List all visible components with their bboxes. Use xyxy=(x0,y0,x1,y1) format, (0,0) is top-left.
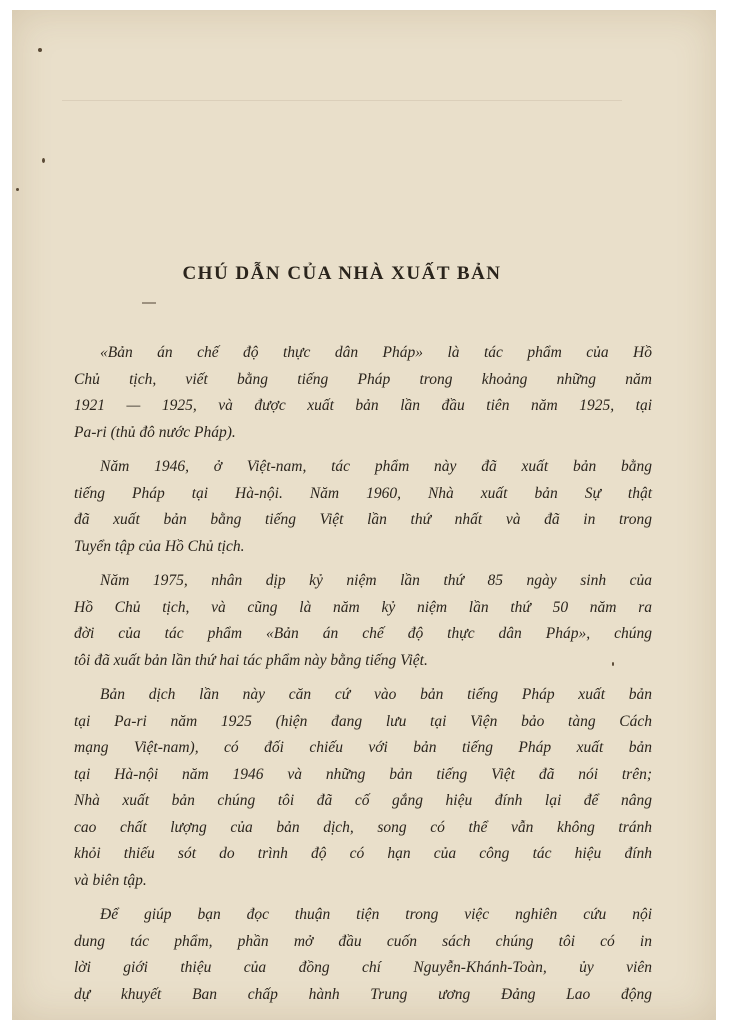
page-speck xyxy=(16,188,19,191)
bleed-through-shadow xyxy=(62,100,622,119)
paragraph xyxy=(74,568,652,674)
text-line: lời giới thiệu của đồng chí Nguyễn-Khánh-Toàn, ủy viên xyxy=(74,959,652,976)
text-line: Năm 1975, nhân dịp kỷ niệm lần thứ 85 ngày sinh của xyxy=(100,572,652,589)
text-line: Bản dịch lần này căn cứ vào bản tiếng Pháp xuất bản xyxy=(100,686,652,703)
text-line: và biên tập. xyxy=(74,871,147,889)
paragraph xyxy=(74,902,652,1008)
paragraph xyxy=(74,454,652,560)
text-line: Năm 1946, ở Việt-nam, tác phẩm này đã xuất bản bằng xyxy=(100,458,652,475)
text-line: Tuyển tập của Hồ Chủ tịch. xyxy=(74,537,245,555)
text-line: cao chất lượng của bản dịch, song có thể vẫn không tránh xyxy=(74,818,652,836)
text-line: tại Pa-ri năm 1925 (hiện đang lưu tại Viện bảo tàng Cách xyxy=(74,712,652,730)
text-line: Pa-ri (thủ đô nước Pháp). xyxy=(74,423,236,441)
text-line: mạng Việt-nam), có đối chiếu với bản tiếng Pháp xuất bản xyxy=(74,739,652,756)
text-line: dung tác phẩm, phần mở đầu cuốn sách chúng tôi có in xyxy=(74,932,652,950)
title-separator xyxy=(142,302,156,304)
paragraph xyxy=(74,340,652,446)
text-line: Chủ tịch, viết bằng tiếng Pháp trong khoảng những năm xyxy=(74,370,652,388)
paragraph xyxy=(74,682,652,894)
text-line: 1921 — 1925, và được xuất bản lần đầu tiên năm 1925, tại xyxy=(74,397,652,414)
text-line: đã xuất bản bằng tiếng Việt lần thứ nhất và đã in trong xyxy=(74,511,652,528)
page-speck xyxy=(38,48,42,52)
text-line: tôi đã xuất bản lần thứ hai tác phẩm này bằng tiếng Việt. xyxy=(74,651,428,669)
text-line: dự khuyết Ban chấp hành Trung ương Đảng Lao động xyxy=(74,985,652,1003)
page-title: CHÚ DẪN CỦA NHÀ XUẤT BẢN xyxy=(182,262,502,284)
text-line: khỏi thiếu sót do trình độ có hạn của công tác hiệu đính xyxy=(74,845,652,862)
page-speck xyxy=(42,158,45,163)
text-line: Hồ Chủ tịch, và cũng là năm kỷ niệm lần thứ 50 năm ra xyxy=(74,598,652,616)
text-line: tiếng Pháp tại Hà-nội. Năm 1960, Nhà xuất bản Sự thật xyxy=(74,484,652,502)
text-line: Nhà xuất bản chúng tôi đã cố gắng hiệu đính lại để nâng xyxy=(74,792,652,809)
text-line: «Bản án chế độ thực dân Pháp» là tác phẩm của Hồ xyxy=(100,344,652,361)
body-text xyxy=(74,340,652,1016)
book-page xyxy=(12,10,716,1020)
text-line: đời của tác phẩm «Bản án chế độ thực dân Pháp», chúng xyxy=(74,625,652,642)
text-line: tại Hà-nội năm 1946 và những bản tiếng Việt đã nói trên; xyxy=(74,765,652,783)
text-line: Để giúp bạn đọc thuận tiện trong việc nghiên cứu nội xyxy=(100,906,652,923)
